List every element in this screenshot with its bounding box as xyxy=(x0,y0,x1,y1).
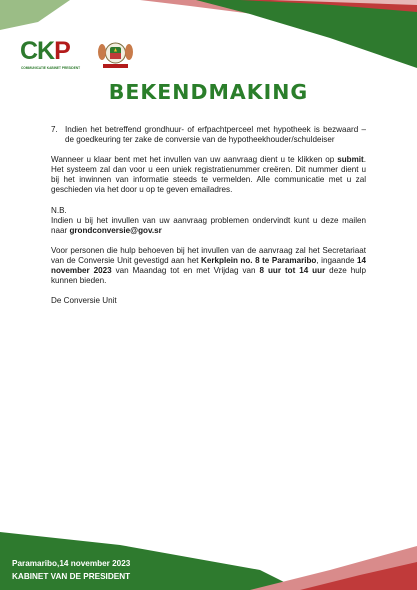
address: Kerkplein no. 8 te Paramaribo xyxy=(201,255,317,265)
start-date: 14 november 2023 xyxy=(51,255,367,276)
logo-wordmark xyxy=(20,37,70,65)
nb-label: N.B. xyxy=(51,205,67,215)
footer-organization: KABINET VAN DE PRESIDENT xyxy=(12,572,131,581)
logo-p: P xyxy=(54,37,70,65)
submit-keyword: submit xyxy=(337,155,364,165)
page-title: BEKENDMAKING xyxy=(108,80,309,104)
list-item-number: 7. xyxy=(51,125,58,134)
paragraph-text: van Maandag tot en met Vrijdag van xyxy=(111,266,260,276)
paragraph-submit xyxy=(51,155,366,195)
paragraph-text: Indien u bij het invullen van uw aanvraag problemen ondervindt kunt u deze mailen naar xyxy=(51,215,366,235)
coat-of-arms-icon xyxy=(97,37,134,70)
paragraph-text: Voor personen die hulp behoeven bij het invullen van de aanvraag zal het Secretariaat van de Conversie Unit gevestigd aan het xyxy=(51,245,366,265)
paragraph-text: , ingaande xyxy=(316,255,357,265)
paragraph-help xyxy=(51,246,366,286)
list-item xyxy=(51,125,366,145)
ckp-logo xyxy=(20,37,120,77)
footer xyxy=(12,557,130,583)
announcement-body xyxy=(51,125,366,316)
paragraph-text: deze hulp kunnen bieden. xyxy=(51,266,366,286)
paragraph-text: . Het systeem zal dan voor u een uniek registratienummer creëren. Dit nummer dient u bij het inwinnen van informatie steeds te vermelden. Alle communicatie met u zal geschieden via het door u op te geven emailadres. xyxy=(51,155,366,195)
logo-subtitle: COMMUNICATIE KABINET PRESIDENT xyxy=(21,66,81,70)
paragraph-text: Wanneer u klaar bent met het invullen van uw aanvraag dient u te klikken op xyxy=(51,155,338,165)
email-address[interactable]: grondconversie@gov.sr xyxy=(69,225,162,235)
list-item-text: Indien het betreffend grondhuur- of erfpachtperceel met hypotheek is bezwaard – de goedkeuring ter zake de conversie van de hypotheekhouder/schuldeiser xyxy=(65,125,366,145)
logo-ck: CK xyxy=(20,37,55,65)
opening-hours: 8 uur tot 14 uur xyxy=(259,266,326,276)
paragraph-nb xyxy=(51,206,366,236)
top-green-band xyxy=(0,0,70,30)
signoff: De Conversie Unit xyxy=(51,296,117,306)
footer-date: Paramaribo,14 november 2023 xyxy=(12,559,131,568)
